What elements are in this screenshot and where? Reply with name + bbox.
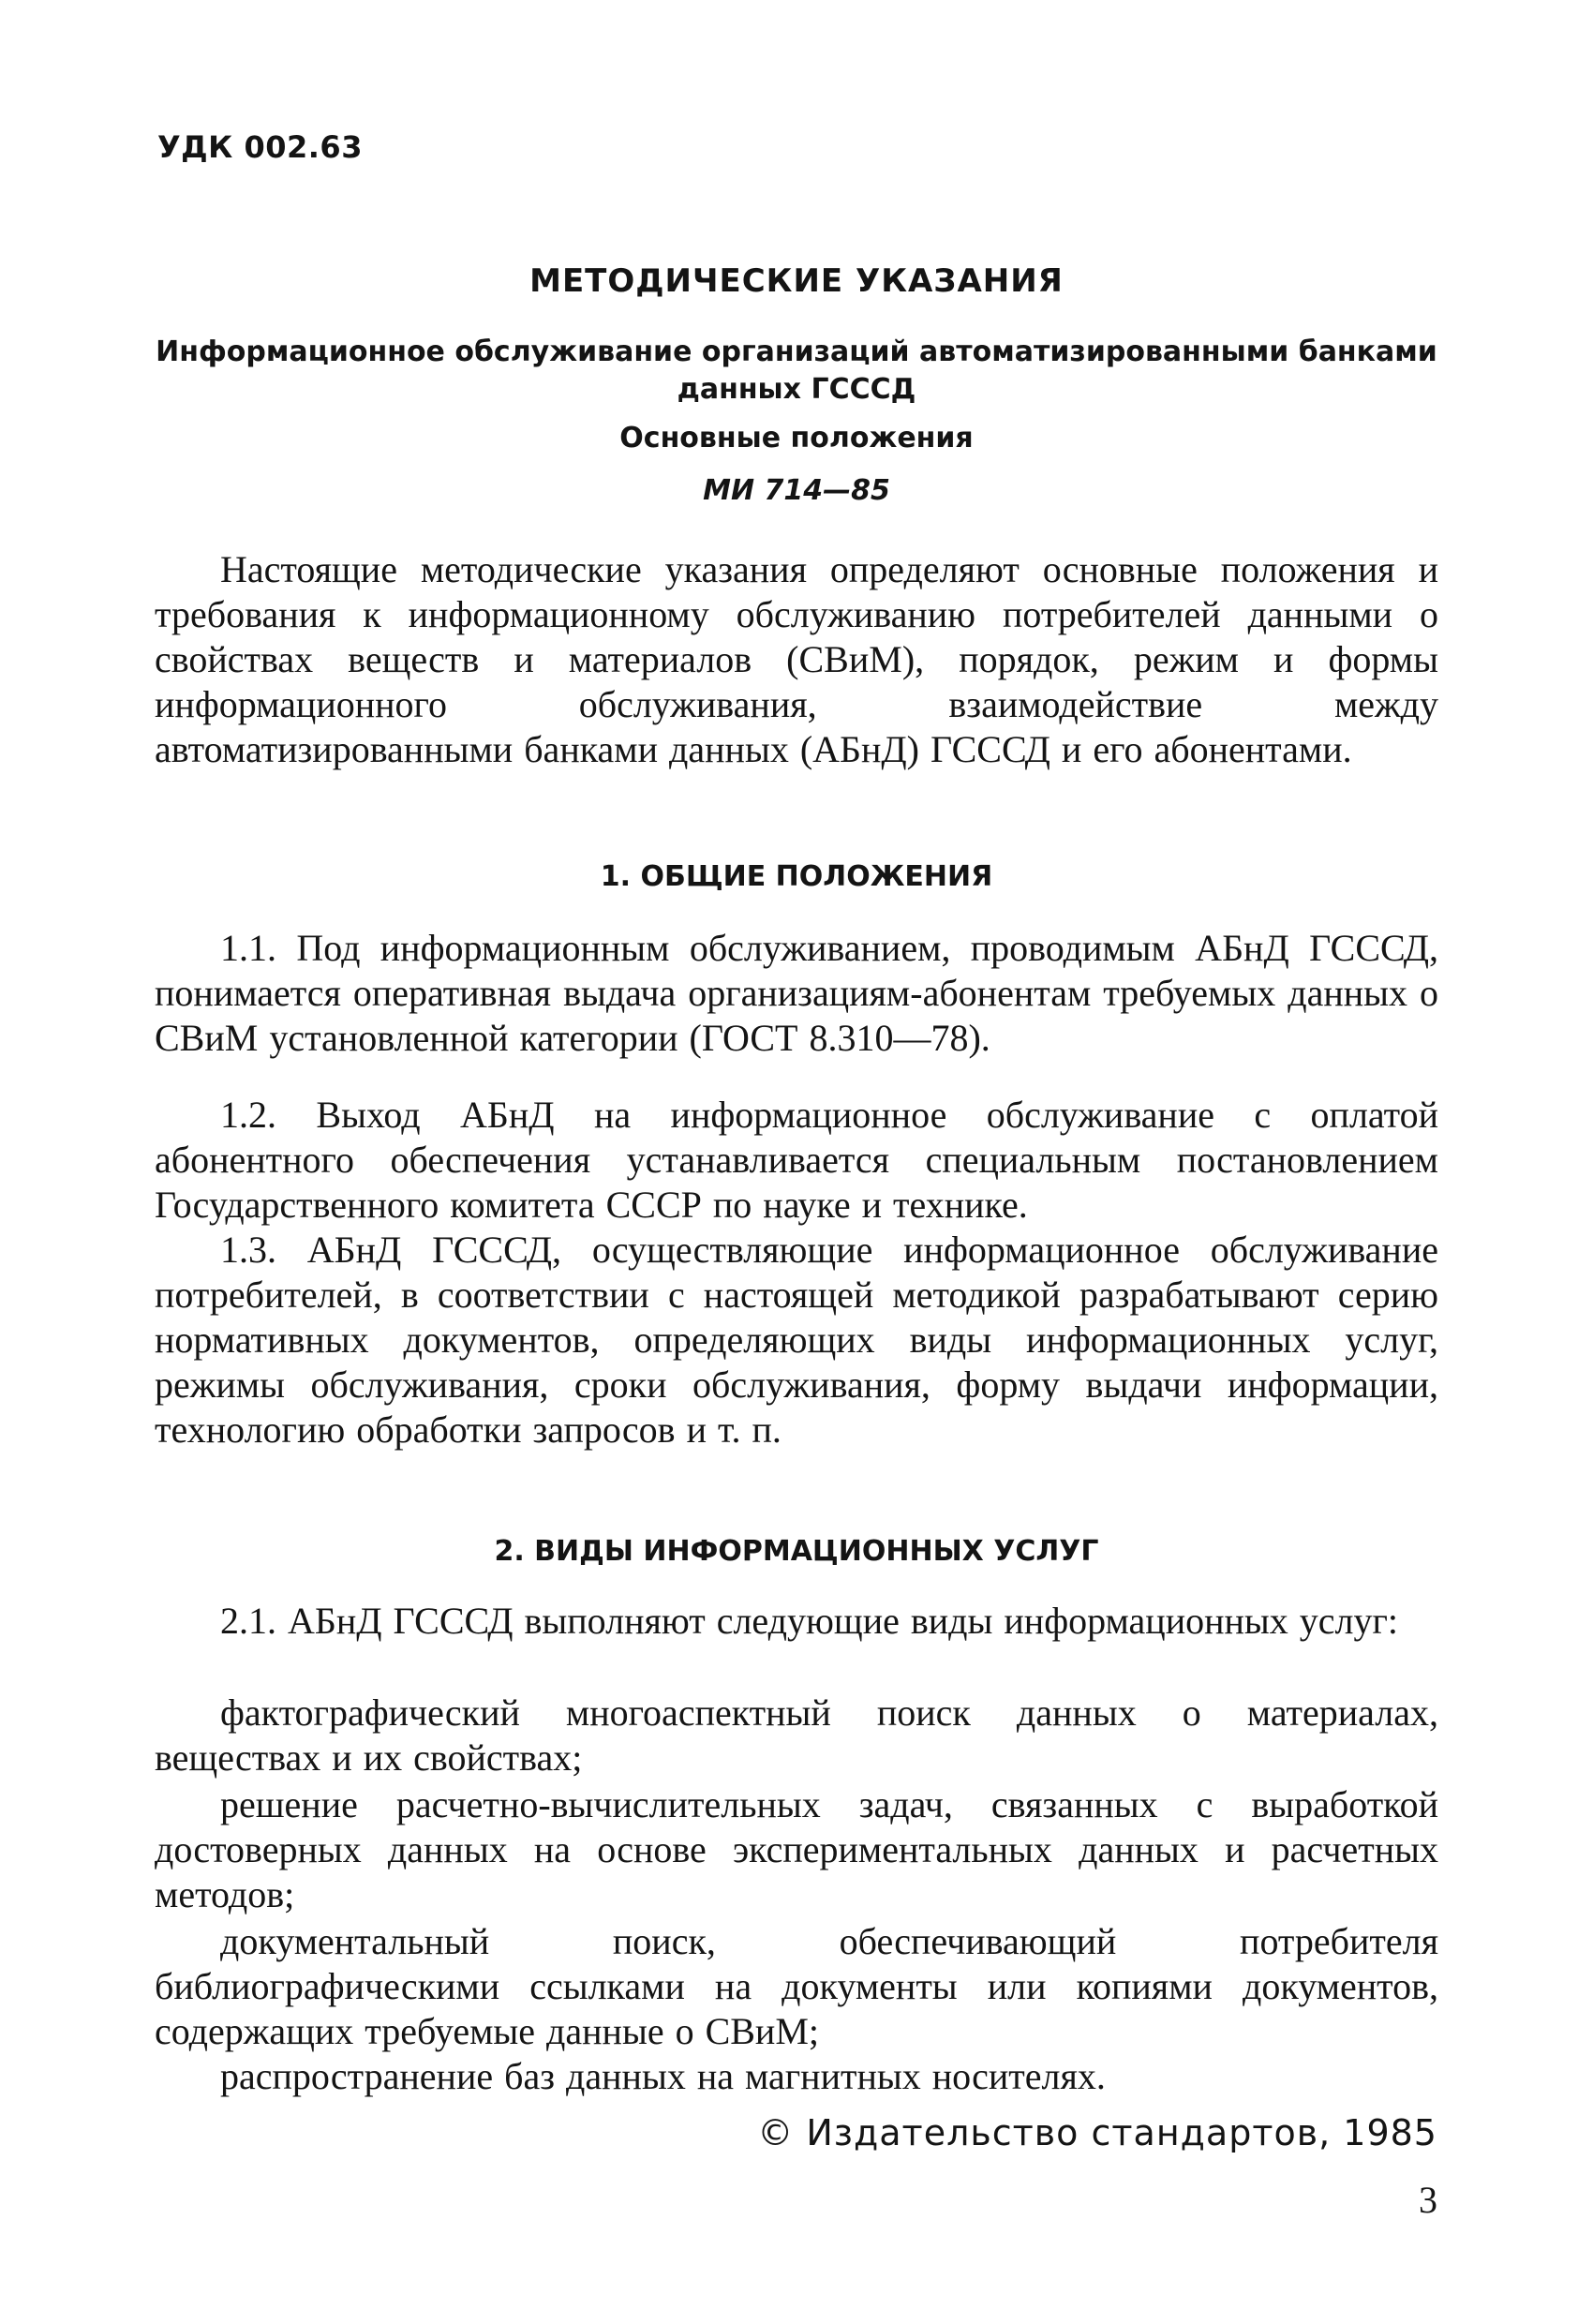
paragraph-1-2: 1.2. Выход АБнД на информационное обслуживание с оплатой абонентного обеспечения устанавливается специальным постановлением Государственного комитета СССР по науке и технике. [155, 1094, 1438, 1226]
copyright-notice: © Издательство стандартов, 1985 [757, 2112, 1437, 2153]
service-item-database-distribution: распространение баз данных на магнитных носителях. [220, 2055, 1106, 2097]
document-code: МИ 714—85 [703, 474, 890, 507]
paragraph-1-1: 1.1. Под информационным обслуживанием, проводимым АБнД ГСССД, понимается оперативная выдача организациям-абонентам требуемых данных о СВиМ установленной категории (ГОСТ 8.310—78). [155, 927, 1438, 1059]
section-2-heading: 2. ВИДЫ ИНФОРМАЦИОННЫХ УСЛУГ [494, 1535, 1099, 1568]
service-item-factographic-search: фактографический многоаспектный поиск данных о материалах, веществах и их свойствах; [155, 1691, 1438, 1779]
service-item-computational-tasks: решение расчетно-вычислительных задач, связанных с выработкой достоверных данных на основе экспериментальных данных и расчетных методов; [155, 1783, 1438, 1915]
document-type: МЕТОДИЧЕСКИЕ УКАЗАНИЯ [529, 262, 1064, 300]
paragraph-1-3: 1.3. АБнД ГСССД, осуществляющие информационное обслуживание потребителей, в соответствии с настоящей методикой разрабатывают серию нормативных документов, определяющих виды информационных услуг, режимы обслуживания, сроки обслуживания, форму выдачи информации, технологию обработки запросов и т. п. [155, 1229, 1438, 1451]
section-1-heading: 1. ОБЩИЕ ПОЛОЖЕНИЯ [600, 860, 993, 893]
document-title: Информационное обслуживание организаций автоматизированными банками данных ГСССД [156, 335, 1437, 406]
udk-code: УДК 002.63 [157, 129, 363, 165]
page-number: 3 [1419, 2179, 1437, 2221]
document-subtitle: Основные положения [619, 422, 974, 454]
intro-paragraph: Настоящие методические указания определяют основные положения и требования к информационному обслуживанию потребителей данными о свойствах веществ и материалов (СВиМ), порядок, режим и формы информационного обслуживания, взаимодействие между автоматизированными банками данных (АБнД) ГСССД и его абонентами. [155, 548, 1438, 770]
service-item-documentary-search: документальный поиск, обеспечивающий потребителя библиографическими ссылками на документы или копиями документов, содержащих требуемые данные о СВиМ; [155, 1920, 1438, 2052]
paragraph-2-1: 2.1. АБнД ГСССД выполняют следующие виды информационных услуг: [220, 1600, 1399, 1642]
